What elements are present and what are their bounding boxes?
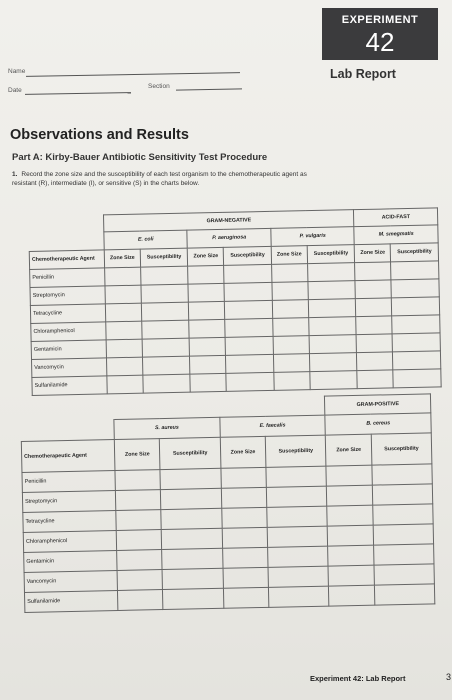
susceptibility-cell[interactable] [392, 296, 440, 315]
page-title: Observations and Results [10, 127, 189, 143]
zone-cell[interactable] [116, 509, 162, 530]
org-saureus: S. aureus [114, 417, 220, 439]
experiment-badge [322, 8, 438, 60]
zone-cell[interactable] [106, 339, 142, 358]
zone-cell[interactable] [357, 351, 393, 370]
instruction-number: 1. [12, 171, 18, 178]
zone-cell[interactable] [273, 317, 309, 336]
zone-cell[interactable] [328, 525, 374, 546]
zone-cell[interactable] [355, 261, 391, 280]
zone-size-header: Zone Size [220, 436, 266, 468]
zone-cell[interactable] [105, 267, 141, 286]
zone-cell[interactable] [188, 283, 224, 302]
susceptibility-cell[interactable] [141, 284, 189, 303]
zone-cell[interactable] [105, 303, 141, 322]
susceptibility-cell[interactable] [224, 282, 272, 301]
zone-cell[interactable] [221, 467, 267, 488]
susceptibility-cell[interactable] [162, 528, 223, 549]
zone-cell[interactable] [273, 335, 309, 354]
zone-cell[interactable] [223, 587, 269, 608]
susceptibility-cell[interactable] [309, 334, 357, 353]
susceptibility-cell[interactable] [269, 586, 330, 607]
susceptibility-cell[interactable] [308, 298, 356, 317]
zone-cell[interactable] [355, 279, 391, 298]
agent-name: Tetracycline [30, 303, 105, 323]
zone-cell[interactable] [189, 301, 225, 320]
experiment-number: 42 [365, 27, 395, 57]
susceptibility-cell[interactable] [307, 262, 355, 281]
susceptibility-cell[interactable] [372, 483, 433, 504]
zone-cell[interactable] [326, 465, 372, 486]
susceptibility-cell[interactable] [140, 266, 188, 285]
lab-report-heading: Lab Report [330, 67, 396, 81]
zone-cell[interactable] [190, 355, 226, 374]
zone-cell[interactable] [116, 529, 162, 550]
susceptibility-cell[interactable] [143, 374, 191, 393]
agent-name: Vancomycin [24, 570, 117, 592]
zone-cell[interactable] [105, 285, 141, 304]
zone-cell[interactable] [117, 589, 163, 610]
susceptibility-cell[interactable] [373, 523, 434, 544]
susceptibility-cell[interactable] [142, 320, 190, 339]
zone-cell[interactable] [329, 585, 375, 606]
susceptibility-cell[interactable] [161, 508, 222, 529]
zone-cell[interactable] [272, 281, 308, 300]
susceptibility-header: Susceptibility [371, 432, 432, 464]
susceptibility-cell[interactable] [163, 588, 224, 609]
org-msmegmatis: M. smegmatis [354, 225, 438, 244]
zone-cell[interactable] [190, 337, 226, 356]
name-line [26, 72, 240, 77]
susceptibility-cell[interactable] [393, 368, 441, 387]
zone-cell[interactable] [272, 299, 308, 318]
susceptibility-cell[interactable] [392, 314, 440, 333]
zone-cell[interactable] [106, 321, 142, 340]
gram-positive-header: GRAM-POSITIVE [325, 394, 431, 415]
susceptibility-cell[interactable] [392, 332, 440, 351]
zone-cell[interactable] [106, 357, 142, 376]
zone-cell[interactable] [115, 489, 161, 510]
susceptibility-cell[interactable] [309, 316, 357, 335]
agent-name: Chloramphenicol [23, 530, 116, 552]
org-pvulgaris: P. vulgaris [271, 227, 355, 246]
zone-cell[interactable] [356, 297, 392, 316]
susceptibility-cell[interactable] [160, 468, 221, 489]
zone-cell[interactable] [272, 263, 308, 282]
susceptibility-cell[interactable] [309, 352, 357, 371]
susceptibility-cell[interactable] [308, 280, 356, 299]
section-line [176, 88, 242, 90]
zone-cell[interactable] [328, 565, 374, 586]
date-line [25, 92, 131, 95]
gram-negative-table [28, 207, 442, 395]
acid-fast-header: ACID-FAST [354, 208, 438, 227]
gram-positive-table [20, 393, 442, 612]
instruction [12, 171, 312, 188]
instruction-text: Record the zone size and the susceptibility of each test organism to the chemotherapeutic agent as resistant (R), intermediate (I), or sensitive (S) in the charts below. [12, 171, 307, 187]
zone-size-header: Zone Size [326, 434, 372, 466]
experiment-label: EXPERIMENT [341, 14, 419, 26]
susceptibility-cell[interactable] [226, 354, 274, 373]
agent-name: Vancomycin [31, 357, 106, 377]
agent-name: Tetracycline [23, 510, 116, 532]
susceptibility-cell[interactable] [393, 350, 441, 369]
org-bcereus: B. cereus [325, 413, 431, 435]
zone-size-header: Zone Size [271, 245, 307, 264]
name-label: Name [8, 68, 26, 75]
susceptibility-cell[interactable] [224, 264, 272, 283]
zone-cell[interactable] [357, 369, 393, 388]
agent-name: Sulfanilamide [32, 375, 107, 395]
susceptibility-cell[interactable] [373, 543, 434, 564]
footer-label: Experiment 42: Lab Report [310, 674, 406, 683]
susceptibility-cell[interactable] [372, 463, 433, 484]
susceptibility-header: Susceptibility [390, 242, 438, 261]
susceptibility-cell[interactable] [266, 486, 327, 507]
susceptibility-cell[interactable] [266, 466, 327, 487]
org-efaecalis: E. faecalis [220, 415, 326, 437]
zone-cell[interactable] [223, 567, 269, 588]
zone-cell[interactable] [221, 487, 267, 508]
zone-cell[interactable] [107, 375, 143, 394]
susceptibility-cell[interactable] [374, 563, 435, 584]
zone-cell[interactable] [189, 319, 225, 338]
agent-name: Sulfanilamide [24, 590, 117, 612]
org-paeruginosa: P. aeruginosa [187, 228, 271, 247]
zone-cell[interactable] [115, 469, 161, 490]
susceptibility-cell[interactable] [268, 546, 329, 567]
agent-name: Penicillin [30, 267, 105, 287]
susceptibility-cell[interactable] [161, 488, 222, 509]
zone-cell[interactable] [273, 353, 309, 372]
agent-name: Gentamicin [24, 550, 117, 572]
zone-size-header: Zone Size [188, 247, 224, 266]
susceptibility-cell[interactable] [141, 302, 189, 321]
part-a-heading: Part A: Kirby-Bauer Antibiotic Sensitivity Test Procedure [12, 152, 268, 163]
agent-name: Gentamicin [31, 339, 106, 359]
susceptibility-cell[interactable] [391, 260, 439, 279]
agent-name: Streptomycin [30, 285, 105, 305]
susceptibility-cell[interactable] [310, 370, 358, 389]
susceptibility-cell[interactable] [391, 278, 439, 297]
agent-column-header: Chemotherapeutic Agent [21, 439, 115, 472]
zone-cell[interactable] [222, 547, 268, 568]
susceptibility-cell[interactable] [225, 336, 273, 355]
susceptibility-cell[interactable] [142, 338, 190, 357]
zone-cell[interactable] [190, 373, 226, 392]
zone-size-header: Zone Size [114, 438, 160, 470]
gram-negative-header: GRAM-NEGATIVE [103, 210, 354, 232]
susceptibility-cell[interactable] [267, 506, 328, 527]
zone-cell[interactable] [327, 505, 373, 526]
zone-cell[interactable] [222, 527, 268, 548]
susceptibility-header: Susceptibility [160, 437, 221, 469]
susceptibility-cell[interactable] [225, 300, 273, 319]
zone-cell[interactable] [221, 507, 267, 528]
susceptibility-cell[interactable] [373, 503, 434, 524]
zone-size-header: Zone Size [104, 249, 140, 268]
zone-cell[interactable] [327, 485, 373, 506]
susceptibility-cell[interactable] [226, 372, 274, 391]
agent-name: Penicillin [22, 470, 115, 492]
date-label: Date [8, 87, 22, 94]
susceptibility-cell[interactable] [374, 583, 435, 604]
agent-column-header: Chemotherapeutic Agent [29, 249, 104, 269]
section-label: Section [148, 83, 170, 90]
zone-cell[interactable] [274, 371, 310, 390]
susceptibility-cell[interactable] [267, 526, 328, 547]
zone-cell[interactable] [328, 545, 374, 566]
zone-cell[interactable] [188, 265, 224, 284]
susceptibility-cell[interactable] [142, 356, 190, 375]
susceptibility-header: Susceptibility [307, 244, 355, 263]
page-number: 3 [446, 672, 452, 682]
susceptibility-header: Susceptibility [224, 246, 272, 265]
zone-cell[interactable] [356, 333, 392, 352]
susceptibility-cell[interactable] [162, 568, 223, 589]
susceptibility-cell[interactable] [162, 548, 223, 569]
susceptibility-header: Susceptibility [140, 248, 188, 267]
agent-name: Streptomycin [22, 490, 115, 512]
susceptibility-cell[interactable] [225, 318, 273, 337]
susceptibility-header: Susceptibility [265, 435, 326, 467]
agent-name: Chloramphenicol [31, 321, 106, 341]
zone-cell[interactable] [117, 569, 163, 590]
zone-size-header: Zone Size [355, 243, 391, 262]
susceptibility-cell[interactable] [268, 566, 329, 587]
zone-cell[interactable] [117, 549, 163, 570]
org-ecoli: E. coli [104, 230, 188, 249]
zone-cell[interactable] [356, 315, 392, 334]
